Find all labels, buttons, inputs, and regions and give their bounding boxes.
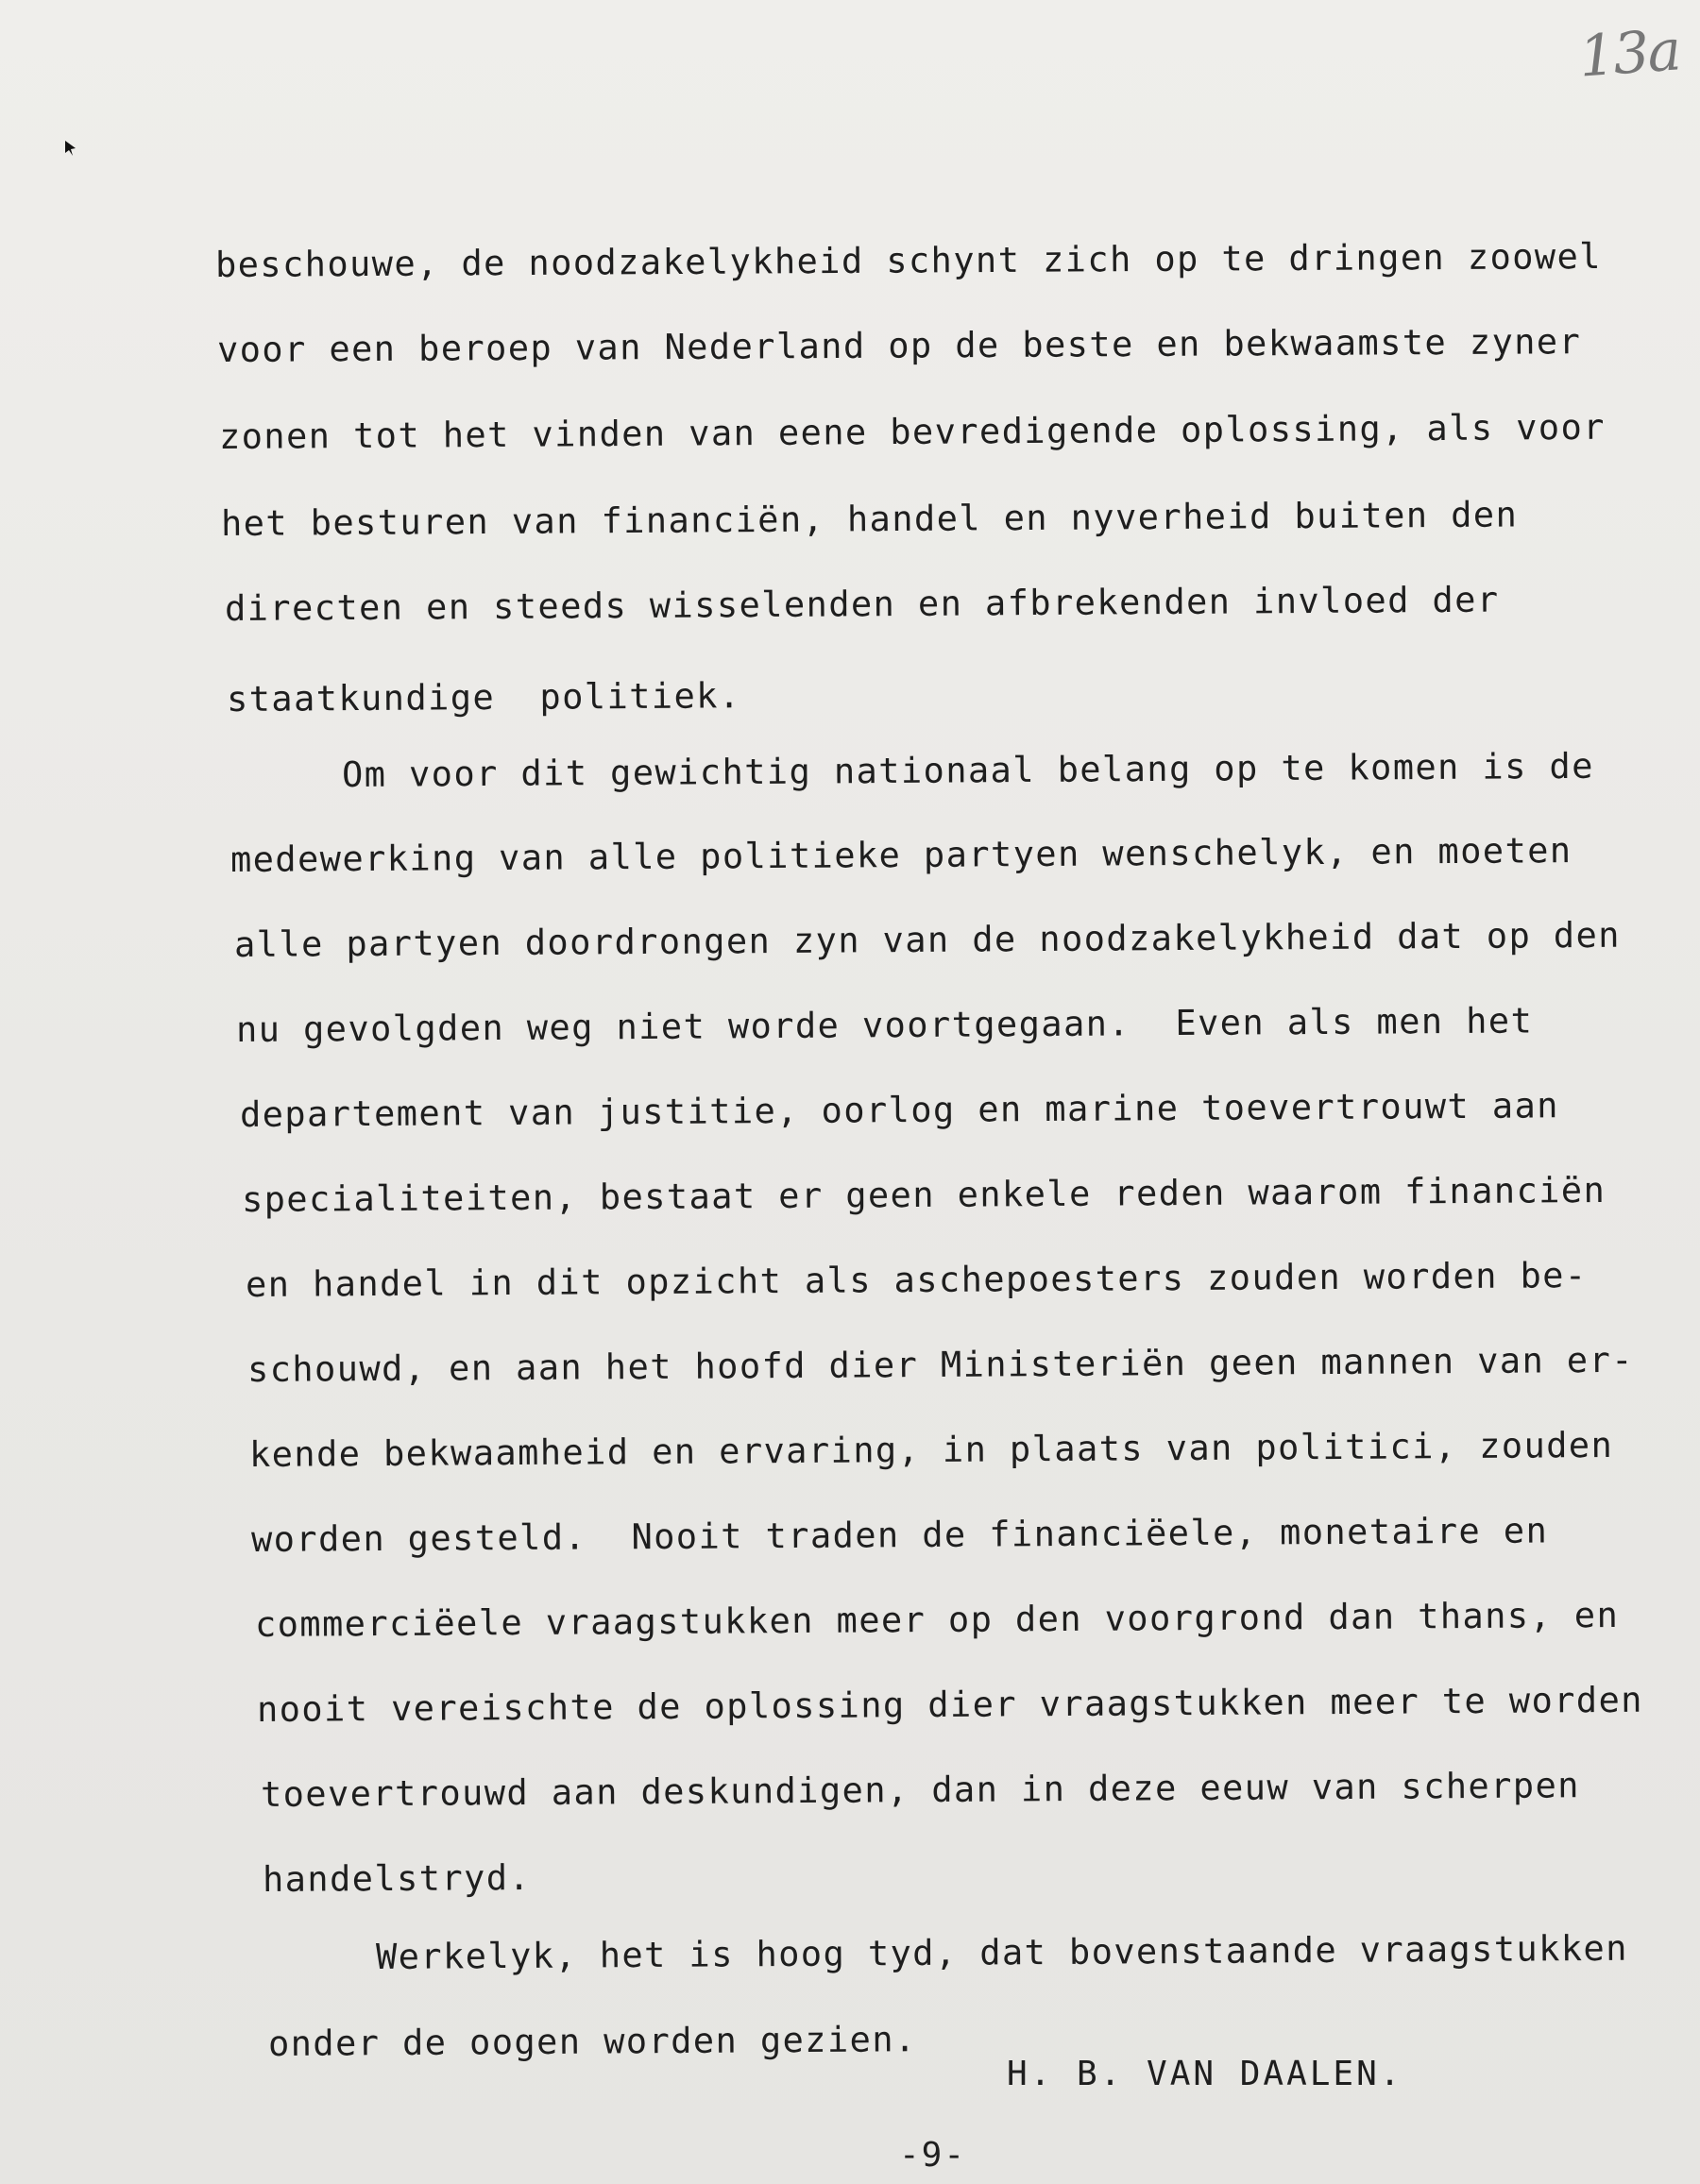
text-line: toevertrouwd aan deskundigen, dan in deze eeuw van scherpen: [260, 1765, 1581, 1815]
text-line: worden gesteld. Nooit traden de financiëele, monetaire en: [250, 1510, 1549, 1560]
ink-mark-icon: [64, 140, 77, 157]
text-line: onder de oogen worden gezien.: [267, 2019, 917, 2064]
text-line: Werkelyk, het is hoog tyd, dat bovenstaande vraagstukken: [375, 1927, 1628, 1977]
text-line: schouwd, en aan het hoofd dier Ministeriën geen mannen van er-: [246, 1339, 1635, 1390]
text-line: specialiteiten, bestaat er geen enkele reden waarom financiën: [241, 1169, 1606, 1220]
text-line: handelstryd.: [262, 1857, 532, 1900]
text-line: zonen tot het vinden van eene bevredigende oplossing, als voor: [218, 406, 1606, 457]
text-line: en handel in dit opzicht als aschepoesters zouden worden be-: [245, 1255, 1588, 1305]
text-line: voor een beroep van Nederland op de beste en bekwaamste zyner: [216, 321, 1582, 370]
handwritten-page-annotation: 13a: [1576, 17, 1682, 91]
text-line: nooit vereischte de oplossing dier vraagstukken meer te worden: [256, 1679, 1644, 1730]
text-line: Om voor dit gewichtig nationaal belang op te komen is de: [341, 745, 1594, 795]
text-line: alle partyen doordrongen zyn van de noodzakelykheid dat op den: [233, 914, 1622, 965]
text-line: beschouwe, de noodzakelykheid schynt zich op te dringen zoowel: [214, 236, 1603, 285]
text-line: nu gevolgden weg niet worde voortgegaan. Even als men het: [235, 1000, 1534, 1050]
text-line: het besturen van financiën, handel en nyverheid buiten den: [220, 494, 1519, 544]
page-number: -9-: [899, 2136, 967, 2175]
text-line: staatkundige politiek.: [226, 675, 741, 720]
text-line: medewerking van alle politieke partyen wenschelyk, en moeten: [230, 830, 1572, 880]
text-line: directen en steeds wisselenden en afbrekenden invloed der: [224, 579, 1500, 629]
text-line: kende bekwaamheid en ervaring, in plaats van politici, zouden: [248, 1424, 1614, 1475]
signature: H. B. VAN DAALEN.: [1007, 2055, 1403, 2093]
text-line: commerciëele vraagstukken meer op den voorgrond dan thans, en: [254, 1594, 1620, 1645]
text-line: departement van justitie, oorlog en marine toevertrouwt aan: [239, 1085, 1560, 1135]
